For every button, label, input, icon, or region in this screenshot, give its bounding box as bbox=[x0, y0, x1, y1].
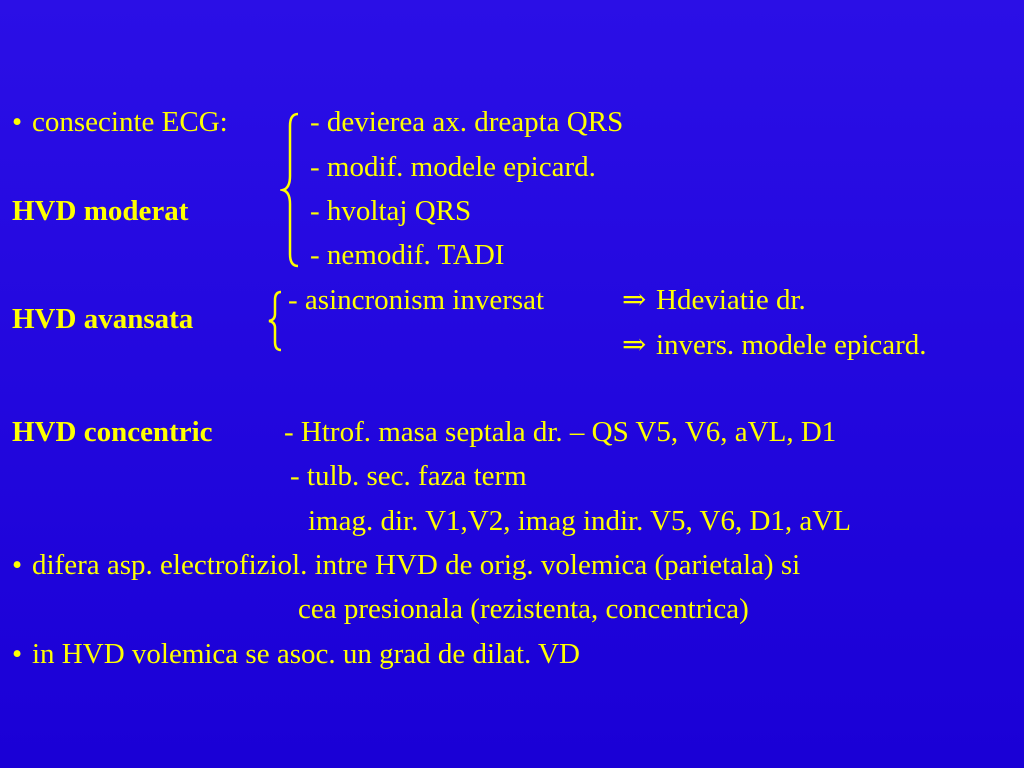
avansata-arrow-1: ⇒ bbox=[622, 284, 647, 316]
difera-continuation: cea presionala (rezistenta, concentrica) bbox=[298, 593, 749, 625]
avansata-result-1: Hdeviatie dr. bbox=[656, 284, 806, 316]
moderat-item-1: - devierea ax. dreapta QRS bbox=[310, 106, 624, 138]
bullet-volemica: • bbox=[12, 638, 23, 670]
moderat-item-3: - hvoltaj QRS bbox=[310, 195, 472, 227]
moderat-brace bbox=[280, 112, 302, 268]
concentric-item-3: imag. dir. V1,V2, imag indir. V5, V6, D1, aVL bbox=[308, 505, 851, 537]
concentric-item-1: - Htrof. masa septala dr. – QS V5, V6, aVL, D1 bbox=[284, 416, 837, 448]
avansata-item-1: - asincronism inversat bbox=[288, 284, 545, 316]
hvd-concentric-label: HVD concentric bbox=[12, 416, 213, 448]
volemica-text: in HVD volemica se asoc. un grad de dilat. VD bbox=[32, 638, 580, 670]
difera-text: difera asp. electrofiziol. intre HVD de orig. volemica (parietala) si bbox=[32, 549, 801, 581]
consecinte-ecg-label: consecinte ECG: bbox=[32, 106, 228, 138]
avansata-brace bbox=[266, 290, 284, 352]
bullet-difera: • bbox=[12, 549, 23, 581]
moderat-item-4: - nemodif. TADI bbox=[310, 239, 505, 271]
moderat-item-2: - modif. modele epicard. bbox=[310, 151, 596, 183]
hvd-avansata-label: HVD avansata bbox=[12, 303, 194, 335]
hvd-moderat-label: HVD moderat bbox=[12, 195, 189, 227]
avansata-arrow-2: ⇒ bbox=[622, 329, 647, 361]
avansata-result-2: invers. modele epicard. bbox=[656, 329, 927, 361]
concentric-item-2: - tulb. sec. faza term bbox=[290, 460, 527, 492]
bullet-consecinte: • bbox=[12, 106, 23, 138]
